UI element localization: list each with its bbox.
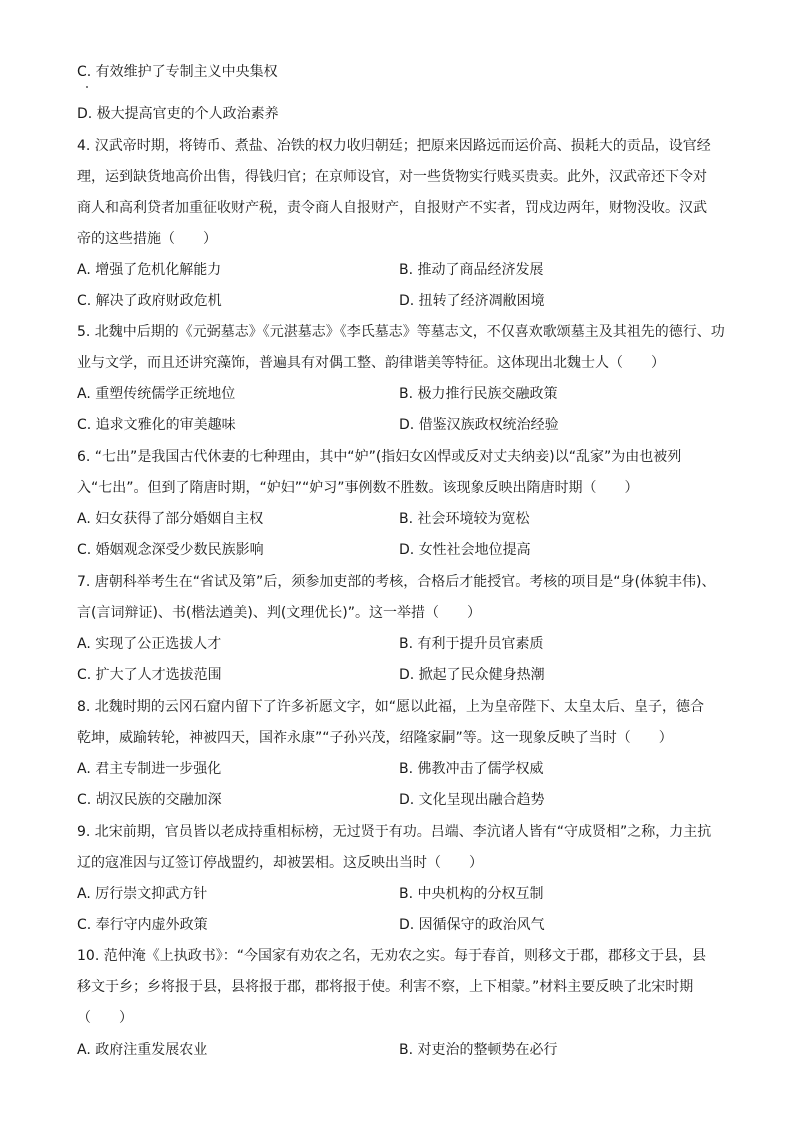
q6-option-d: D. 女性社会地位提高 (399, 542, 531, 558)
q7-stem-line-2: 言(言词辩证)、书(楷法遒美)、判(文理优长)”。这一举措（ ） (77, 605, 482, 621)
q6-stem-line-1: 6. “七出”是我国古代休妻的七种理由，其中“妒”(指妇女凶悍或反对丈夫纳妾)以“乱家”为由也被列 (77, 449, 682, 465)
q4-option-a: A. 增强了危机化解能力 (77, 262, 222, 278)
q4-stem-line-3: 商人和高利贷者加重征收财产税，责令商人自报财产，自报财产不实者，罚戍边两年，财物没收。汉武 (77, 200, 707, 216)
q9-option-c: C. 奉行守内虚外政策 (77, 917, 208, 933)
q5-option-a: A. 重塑传统儒学正统地位 (77, 386, 236, 402)
q8-stem-line-2: 乾坤，威踰转轮，神被四天，国祚永康”“子孙兴茂，绍隆家嗣”等。这一现象反映了当时（ ） (77, 730, 673, 746)
q7-option-b: B. 有利于提升员官素质 (399, 636, 544, 652)
q4-stem-line-1: 4. 汉武帝时期，将铸币、煮盐、冶铁的权力收归朝廷；把原来因路远而运价高、损耗大的贡品，设官经 (77, 138, 711, 154)
q7-stem-line-1: 7. 唐朝科举考生在“省试及第”后，须参加吏部的考核，合格后才能授官。考核的项目是“身(体貌丰伟)、 (77, 574, 716, 590)
q9-stem-line-1: 9. 北宋前期，官员皆以老成持重相标榜，无过贤于有功。吕端、李沆诸人皆有“守成贤相”之称，力主抗 (77, 824, 712, 840)
q9-option-d: D. 因循保守的政治风气 (399, 917, 545, 933)
q10-stem-line-1: 10. 范仲淹《上执政书》：“今国家有劝农之名，无劝农之实。每于春首，则移文于郡，郡移文于县，县 (77, 948, 706, 964)
q7-option-d: D. 掀起了民众健身热潮 (399, 667, 545, 683)
q4-option-b: B. 推动了商品经济发展 (399, 262, 544, 278)
q5-stem-line-2: 业与文学，而且还讲究藻饰，普遍具有对偶工整、韵律谐美等特征。这体现出北魏士人（ ） (77, 355, 665, 371)
q9-option-a: A. 厉行崇文抑武方针 (77, 886, 208, 902)
q3-option-c: C. 有效维护了专制主义中央集权 (77, 64, 278, 80)
q8-option-a: A. 君主专制进一步强化 (77, 761, 222, 777)
q8-option-c: C. 胡汉民族的交融加深 (77, 792, 222, 808)
q4-option-c: C. 解决了政府财政危机 (77, 293, 222, 309)
q6-option-a: A. 妇女获得了部分婚姻自主权 (77, 511, 264, 527)
stray-mark (86, 86, 88, 88)
q10-option-b: B. 对吏治的整顿势在必行 (399, 1042, 558, 1058)
q8-option-d: D. 文化呈现出融合趋势 (399, 792, 545, 808)
q6-stem-line-2: 入“七出”。但到了隋唐时期，“妒妇”“妒习”事例数不胜数。该现象反映出隋唐时期（ ） (77, 480, 639, 496)
q5-stem-line-1: 5. 北魏中后期的《元弼墓志》《元湛墓志》《李氏墓志》等墓志文，不仅喜欢歌颂墓主及其祖先的德行、功 (77, 324, 725, 340)
q8-stem-line-1: 8. 北魏时期的云冈石窟内留下了许多祈愿文字，如“愿以此福，上为皇帝陛下、太皇太后、皇子，德合 (77, 699, 705, 715)
q9-option-b: B. 中央机构的分权互制 (399, 886, 544, 902)
q9-stem-line-2: 辽的寇准因与辽签订停战盟约，却被罢相。这反映出当时（ ） (77, 855, 483, 871)
q7-option-c: C. 扩大了人才选拔范围 (77, 667, 222, 683)
q7-option-a: A. 实现了公正选拔人才 (77, 636, 222, 652)
q5-option-b: B. 极力推行民族交融政策 (399, 386, 558, 402)
q10-stem-line-3: （ ） (77, 1010, 133, 1026)
q5-option-d: D. 借鉴汉族政权统治经验 (399, 417, 559, 433)
q8-option-b: B. 佛教冲击了儒学权威 (399, 761, 544, 777)
q4-stem-line-4: 帝的这些措施（ ） (77, 231, 217, 247)
q5-option-c: C. 追求文雅化的审美趣味 (77, 417, 236, 433)
q4-stem-line-2: 理，运到缺货地高价出售，得钱归官；在京师设官，对一些货物实行贱买贵卖。此外，汉武帝还下令对 (77, 169, 707, 185)
q6-option-b: B. 社会环境较为宽松 (399, 511, 530, 527)
q10-option-a: A. 政府注重发展农业 (77, 1042, 208, 1058)
q10-stem-line-2: 移文于乡；乡将报于县，县将报于郡，郡将报于使。利害不察，上下相蒙。”材料主要反映了北宋时期 (77, 979, 694, 995)
q4-option-d: D. 扭转了经济凋敝困境 (399, 293, 545, 309)
q6-option-c: C. 婚姻观念深受少数民族影响 (77, 542, 264, 558)
q3-option-d: D. 极大提高官吏的个人政治素养 (77, 106, 279, 122)
